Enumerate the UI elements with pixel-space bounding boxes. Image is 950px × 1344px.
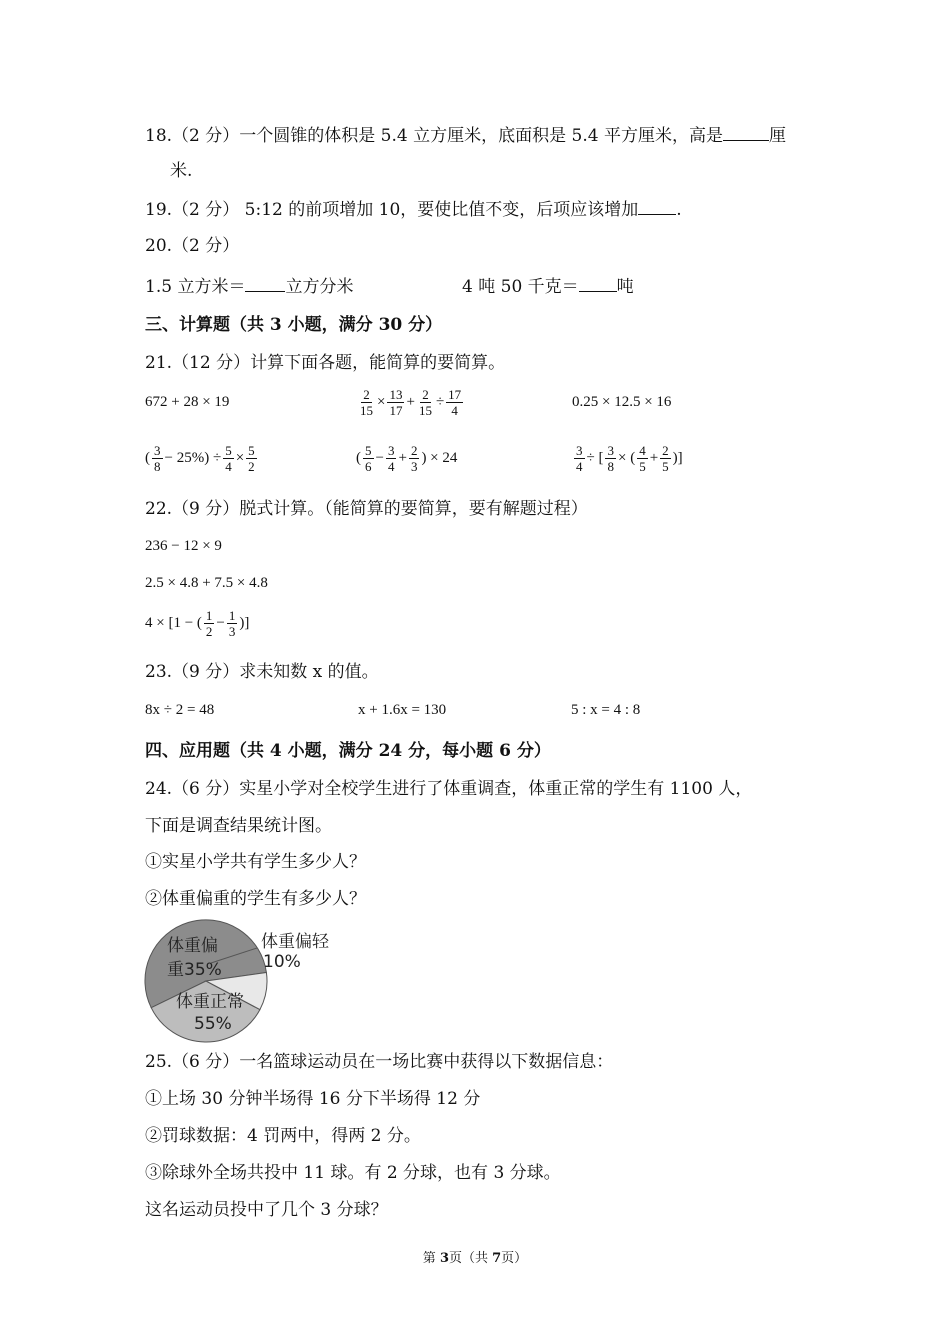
numerator: 2: [363, 387, 370, 402]
operator: ×: [235, 449, 245, 466]
section-4-heading: 四、应用题（共 4 小题，满分 24 分，每小题 6 分）: [145, 741, 551, 761]
fraction: [227, 608, 238, 639]
numerator: 3: [607, 443, 614, 458]
denominator: 3: [410, 459, 418, 474]
q20-left-blank[interactable]: [245, 275, 285, 292]
q20-left-unit: 立方分米: [285, 277, 354, 297]
pie-label-normal-pct: 55%: [194, 1014, 232, 1034]
question-25-sub-1: ①上场 30 分钟半场得 16 分下半场得 12 分: [145, 1089, 481, 1109]
denominator: 3: [228, 624, 236, 639]
question-18-line-1: [145, 124, 786, 147]
q20-left-text: 1.5 立方米＝: [145, 277, 246, 297]
fraction: [574, 443, 585, 474]
operator: × (: [617, 449, 636, 466]
q18-unit: 厘: [768, 126, 786, 146]
q21-expr-3: 0.25 × 12.5 × 16: [572, 394, 672, 410]
operator: +: [649, 449, 659, 466]
question-20-head: [145, 235, 239, 257]
fraction: [246, 443, 257, 474]
numerator: 3: [387, 443, 395, 458]
operator: )]: [672, 449, 683, 466]
footer-page-number: 3: [439, 1251, 449, 1266]
question-24-line-2: 下面是调查结果统计图。: [145, 816, 332, 836]
fraction: [358, 387, 375, 418]
question-25-sub-2: ②罚球数据：4 罚两中，得两 2 分。: [145, 1126, 421, 1146]
q19-answer-blank[interactable]: [638, 198, 676, 215]
numerator: 13: [389, 387, 403, 402]
fraction: [409, 443, 420, 474]
operator: +: [406, 393, 415, 410]
fraction: [637, 443, 648, 474]
denominator: 4: [451, 403, 458, 418]
numerator: 1: [228, 608, 236, 623]
q23-expr-2: x + 1.6x = 130: [358, 702, 447, 718]
q21-expr-4: [145, 443, 259, 474]
q20-right-blank[interactable]: [579, 275, 617, 292]
pie-label-heavy-2: 重35%: [167, 960, 222, 980]
denominator: 2: [205, 624, 213, 639]
footer-total-pages: 7: [492, 1251, 502, 1266]
footer-text: 页（共: [448, 1251, 493, 1266]
question-24-sub-1: ①实星小学共有学生多少人？: [145, 852, 366, 872]
denominator: 15: [418, 403, 432, 418]
fraction: [204, 608, 215, 639]
q23-expr-3: 5 : x = 4 : 8: [571, 702, 641, 718]
q19-period: .: [676, 200, 682, 220]
question-18-line-2: [170, 160, 192, 182]
q23-expr-1: 8x ÷ 2 = 48: [145, 702, 215, 718]
q22-expr-3: [145, 608, 249, 639]
question-24-line-1: 24.（6 分）实星小学对全校学生进行了体重调查，体重正常的学生有 1100 人，: [145, 779, 753, 799]
q20-right-text: 4 吨 50 千克＝: [462, 277, 579, 297]
denominator: 4: [576, 459, 583, 474]
numerator: 5: [248, 443, 255, 458]
pie-label-light: 体重偏轻: [261, 932, 329, 952]
denominator: 5: [662, 459, 669, 474]
pie-chart: [143, 918, 343, 1046]
question-20-left: [145, 275, 353, 298]
operator: − 25%) ÷: [164, 449, 222, 466]
numerator: 3: [576, 443, 583, 458]
numerator: 5: [225, 443, 232, 458]
question-22-head: 22.（9 分）脱式计算。（能简算的要简算，要有解题过程）: [145, 499, 588, 519]
fraction: [387, 387, 404, 418]
denominator: 15: [360, 403, 373, 418]
operator: )]: [239, 614, 250, 631]
question-21-head: 21.（12 分）计算下面各题，能简算的要简算。: [145, 353, 506, 373]
q19-text: 19.（2 分） 5:12 的前项增加 10，要使比值不变，后项应该增加: [145, 200, 639, 220]
pie-label-normal: 体重正常: [176, 992, 244, 1012]
numerator: 3: [154, 443, 161, 458]
denominator: 4: [225, 459, 232, 474]
denominator: 4: [387, 459, 395, 474]
operator: +: [398, 449, 407, 466]
numerator: 5: [365, 443, 372, 458]
section-3-heading: 三、计算题（共 3 小题，满分 30 分）: [145, 315, 443, 335]
q21-expr-5: [356, 443, 457, 474]
q22-expr-1: 236 − 12 × 9: [145, 538, 222, 554]
q21-expr-6: [572, 443, 683, 474]
q22-expr-2: 2.5 × 4.8 + 7.5 × 4.8: [145, 575, 268, 591]
fraction: [386, 443, 397, 474]
question-25-question: 这名运动员投中了几个 3 分球？: [145, 1200, 388, 1220]
paren: (: [356, 449, 361, 466]
operator: −: [375, 449, 384, 466]
q18-answer-blank[interactable]: [723, 124, 769, 141]
numerator: 2: [422, 387, 429, 402]
pie-label-light-pct: 10%: [263, 952, 301, 972]
fraction: [223, 443, 234, 474]
pie-label-heavy-1: 体重偏: [167, 936, 218, 956]
numerator: 1: [205, 608, 213, 623]
question-25-sub-3: ③除球外全场共投中 11 球。有 2 分球，也有 3 分球。: [145, 1163, 561, 1183]
operator: ÷: [435, 393, 445, 410]
footer-text: 第: [422, 1251, 440, 1266]
paren: (: [145, 449, 150, 466]
denominator: 8: [154, 459, 161, 474]
question-24-sub-2: ②体重偏重的学生有多少人？: [145, 889, 366, 909]
question-20-right: [462, 275, 634, 298]
q18-text: 18.（2 分）一个圆锥的体积是 5.4 立方厘米，底面积是 5.4 平方厘米，高是: [145, 126, 723, 146]
numerator: 2: [662, 443, 669, 458]
page-footer: [0, 1247, 950, 1266]
denominator: 17: [389, 403, 403, 418]
question-23-head: 23.（9 分）求未知数 x 的值。: [145, 662, 379, 682]
fraction: [417, 387, 434, 418]
q18-unit-cont: 米.: [170, 161, 193, 181]
operator: ÷ [: [586, 449, 604, 466]
question-25-head: 25.（6 分）一名篮球运动员在一场比赛中获得以下数据信息：: [145, 1052, 614, 1072]
fraction: [152, 443, 163, 474]
numerator: 4: [639, 443, 646, 458]
fraction: [363, 443, 374, 474]
q20-head-text: 20.（2 分）: [145, 236, 240, 256]
q20-right-unit: 吨: [616, 277, 634, 297]
denominator: 8: [607, 459, 614, 474]
q21-expr-2: [356, 387, 465, 418]
operator: ) × 24: [421, 449, 458, 466]
footer-text: 页）: [501, 1251, 528, 1266]
fraction: [660, 443, 671, 474]
operator: ×: [377, 393, 386, 410]
denominator: 5: [639, 459, 646, 474]
q21-expr-1: 672 + 28 × 19: [145, 394, 230, 410]
numerator: 2: [410, 443, 418, 458]
question-19: [145, 198, 682, 221]
fraction: [605, 443, 616, 474]
operator: −: [216, 614, 225, 631]
numerator: 17: [448, 387, 462, 402]
denominator: 6: [365, 459, 372, 474]
denominator: 2: [248, 459, 255, 474]
fraction: [446, 387, 463, 418]
operator: 4 × [1 − (: [145, 614, 202, 631]
